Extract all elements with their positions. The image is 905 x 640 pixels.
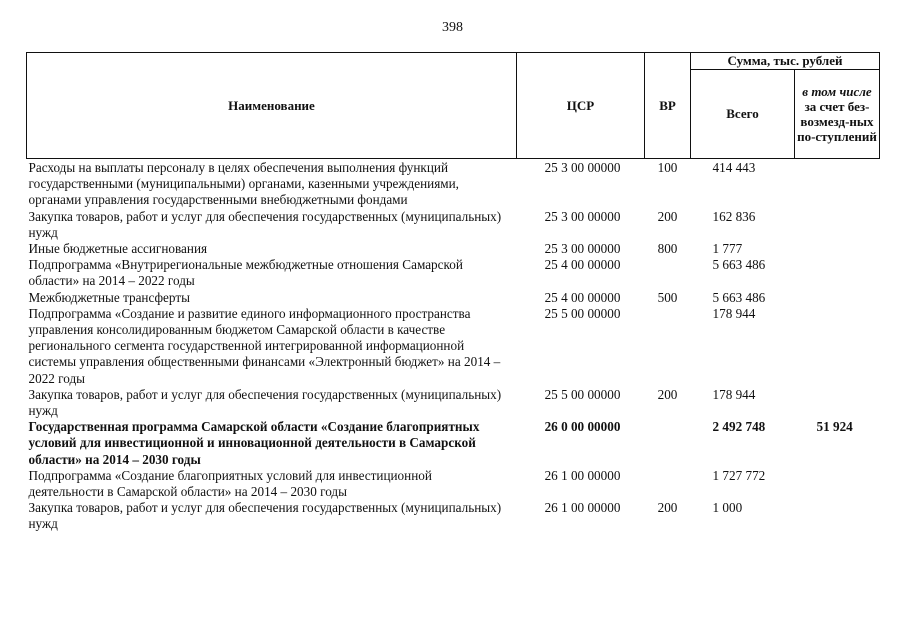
row-total: 414 443 <box>712 160 756 175</box>
table-row <box>27 419 880 468</box>
table-row <box>27 241 880 257</box>
row-vr: 500 <box>657 289 678 305</box>
header-sum: Сумма, тыс. рублей <box>691 53 880 70</box>
table-body <box>27 159 880 533</box>
row-name: Закупка товаров, работ и услуг для обеспечения государственных (муниципальных) нужд <box>28 500 502 532</box>
row-name: Закупка товаров, работ и услуг для обеспечения государственных (муниципальных) нужд <box>28 386 502 419</box>
row-total: 5 663 486 <box>712 289 766 305</box>
header-including-italic: в том числе <box>802 84 872 99</box>
row-name: Подпрограмма «Внутрирегиональные межбюджетные отношения Самарской области» на 2014 – 2022 годы <box>28 257 463 289</box>
row-total: 178 944 <box>712 386 756 402</box>
row-csr: 25 3 00 00000 <box>544 160 621 175</box>
row-csr: 25 3 00 00000 <box>544 241 621 257</box>
row-name: Иные бюджетные ассигнования <box>28 241 208 257</box>
row-total: 178 944 <box>712 305 756 321</box>
row-vr <box>645 419 691 468</box>
row-csr: 25 5 00 00000 <box>544 305 621 321</box>
row-including: 51 924 <box>816 419 853 435</box>
table-row <box>27 209 880 241</box>
budget-table <box>26 52 880 533</box>
row-name: Расходы на выплаты персоналу в целях обеспечения выполнения функций государственными (муниципальными) органами, казенными учреждениями, органами управления государственными внебюджетными фондами <box>28 160 459 208</box>
row-including <box>795 241 880 257</box>
row-including <box>795 500 880 532</box>
row-vr <box>645 306 691 387</box>
row-including <box>795 209 880 241</box>
header-total: Всего <box>691 70 795 159</box>
row-including <box>795 290 880 306</box>
row-total: 162 836 <box>712 208 756 224</box>
row-total: 1 727 772 <box>712 467 766 483</box>
table-row <box>27 159 880 209</box>
row-csr: 25 5 00 00000 <box>544 386 621 402</box>
table-row <box>27 468 880 500</box>
row-csr: 25 4 00 00000 <box>544 257 621 273</box>
row-csr: 25 3 00 00000 <box>544 208 621 224</box>
row-total: 1 000 <box>712 500 743 516</box>
table-row <box>27 387 880 419</box>
table-row <box>27 306 880 387</box>
header-including <box>795 70 880 159</box>
table-header <box>27 53 880 159</box>
row-total: 5 663 486 <box>712 257 766 273</box>
row-name: Подпрограмма «Создание благоприятных условий для инвестиционной деятельности в Самарской области» на 2014 – 2030 годы <box>28 467 432 500</box>
row-vr: 200 <box>657 500 678 516</box>
header-including-rest: за счет без-возмезд-ных по-ступлений <box>797 99 877 144</box>
table-row <box>27 257 880 289</box>
row-csr: 26 1 00 00000 <box>544 467 621 483</box>
row-including <box>795 159 880 209</box>
row-including <box>795 306 880 387</box>
row-vr: 100 <box>657 160 678 175</box>
row-name: Закупка товаров, работ и услуг для обеспечения государственных (муниципальных) нужд <box>28 208 502 240</box>
row-name: Межбюджетные трансферты <box>28 289 190 305</box>
row-name: Государственная программа Самарской области «Создание благоприятных условий для инвестиционной и инновационной деятельности в Самарской области» на 2014 – 2030 годы <box>28 419 480 467</box>
row-csr: 25 4 00 00000 <box>544 289 621 305</box>
row-vr: 200 <box>657 208 678 224</box>
row-csr: 26 1 00 00000 <box>544 500 621 516</box>
table-row <box>27 290 880 306</box>
row-vr: 200 <box>657 386 678 402</box>
row-vr <box>645 468 691 500</box>
row-name: Подпрограмма «Создание и развитие единого информационного пространства управления консолидированным бюджетом Самарской области в качестве регионального сегмента государственной интегрированной информационной системы управления общественными финансами «Электронный бюджет» на 2014 – 2022 годы <box>28 305 501 386</box>
header-vr: ВР <box>645 53 691 159</box>
row-total: 1 777 <box>712 241 743 257</box>
header-name: Наименование <box>27 53 517 159</box>
table-row <box>27 500 880 532</box>
row-including <box>795 387 880 419</box>
row-csr: 26 0 00 00000 <box>544 419 621 435</box>
row-including <box>795 257 880 289</box>
row-vr: 800 <box>657 241 678 257</box>
page-number: 398 <box>442 20 463 35</box>
row-including <box>795 468 880 500</box>
row-vr <box>645 257 691 289</box>
header-csr: ЦСР <box>517 53 645 159</box>
row-total: 2 492 748 <box>712 419 766 435</box>
